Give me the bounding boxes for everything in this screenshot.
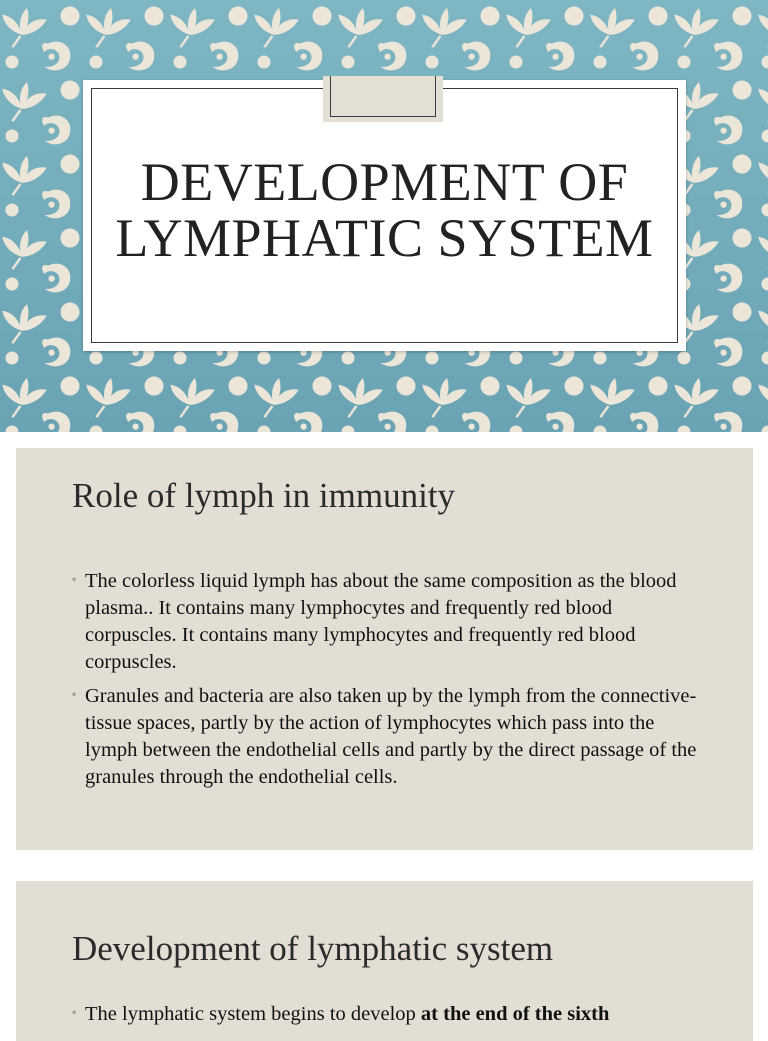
slide-heading: Role of lymph in immunity [72,476,456,515]
bullet-list [72,568,697,791]
title-card [83,80,686,351]
slide-development-of-lymphatic-system [16,881,753,1041]
bullet-text: The colorless liquid lymph has about the same composition as the blood plasma.. It contains many lymphocytes and frequently red blood corpuscles. It contains many lymphocytes and frequently red blood corpuscles. [85,570,677,673]
title-card-tab-border [330,76,436,117]
title-slide [0,0,768,432]
slide-title-line-2: LYMPHATIC SYSTEM [115,208,654,268]
bullet-marker-icon: ◦ [72,572,77,586]
slide-title-line-1: DEVELOPMENT OF [140,152,629,212]
bullet-item [72,568,697,676]
bullet-marker-icon: ◦ [72,687,77,701]
bullet-text: The lymphatic system begins to develop [85,1003,421,1025]
slide-role-of-lymph [16,448,753,850]
bullet-item [72,683,697,791]
slide-title [83,154,686,266]
bullet-marker-icon: ◦ [72,1005,77,1019]
slide-heading: Development of lymphatic system [72,929,554,968]
title-card-tab [323,76,443,122]
bullet-text: Granules and bacteria are also taken up by the lymph from the connective-tissue spaces, partly by the action of lymphocytes which pass into the lymph between the endothelial cells and partly by the direct passage of the granules through the endothelial cells. [85,685,697,788]
bullet-bold-text: at the end of the sixth [420,1003,610,1025]
